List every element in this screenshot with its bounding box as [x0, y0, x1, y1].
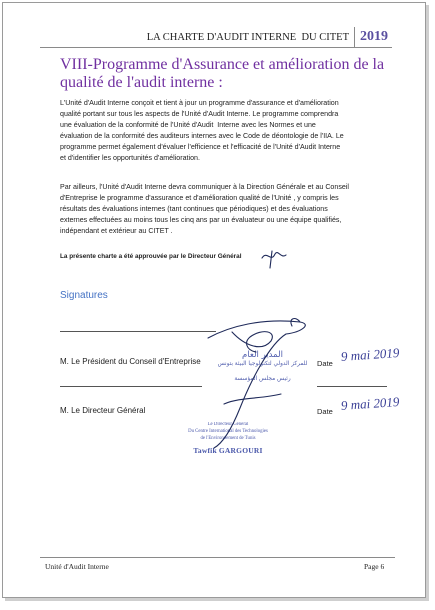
paragraph-line: et d'identifier les opportunités d'amélioration. — [60, 154, 200, 162]
paragraph-1 — [60, 98, 405, 164]
header-title: LA CHARTE D'AUDIT INTERNE DU CITET — [146, 31, 349, 43]
president-label: M. Le Président du Conseil d'Entreprise — [60, 357, 201, 366]
section-title-line: qualité de l'audit interne : — [60, 74, 223, 91]
page-header — [40, 27, 388, 47]
date-line-president — [317, 386, 387, 387]
footer-rule — [40, 557, 395, 558]
header-separator — [354, 27, 355, 47]
paragraph-line: externes effectuées au moins tous les cinq ans par un évaluateur ou une équipe qualifiés, — [60, 216, 342, 224]
paragraph-line: L'Unité d'Audit Interne conçoit et tient à jour un programme d'assurance et d'amélioration — [60, 99, 339, 107]
approval-statement: La présente charte a été approuvée par le Directeur Général — [60, 253, 242, 260]
director-handwritten-date: 9 mai 2019 — [340, 393, 400, 413]
stamp-line: de l'Environnement de Tunis — [200, 436, 256, 441]
footer-section-name: Unité d'Audit Interne — [45, 562, 109, 571]
stamp-name: Tawfik GARGOURI — [193, 446, 263, 455]
stamp-line: Du Centre International des Technologies — [188, 429, 268, 434]
stamp-line: Le Directeur Général — [207, 422, 249, 427]
paragraph-2 — [60, 182, 405, 237]
signature-line-president — [60, 331, 216, 332]
paragraph-line: qualité portant sur tous les aspects de l'Unité d'Audit Interne. Le programme comprendra — [60, 110, 339, 118]
director-label: M. Le Directeur Général — [60, 406, 146, 415]
section-title-line: VIII-Programme d'Assurance et amélioration de la — [60, 56, 385, 73]
paragraph-line: résultats des évaluations internes (tant continues que périodiques) et des évaluations — [60, 205, 328, 213]
president-handwritten-date: 9 mai 2019 — [340, 344, 400, 364]
paragraph-line: une évaluation de la conformité de l'Unité d'Audit Interne avec les Normes et une — [60, 121, 316, 129]
director-date-label: Date — [317, 407, 333, 416]
header-rule — [40, 47, 392, 48]
page-number: Page 6 — [364, 562, 385, 571]
signature-line-director — [60, 386, 202, 387]
paragraph-line: d'Entreprise le programme d'assurance et d'amélioration qualité de l'Unité , y compris les — [60, 194, 339, 202]
paragraph-line: programme permet également d'évaluer l'efficience et l'efficacité de l'Unité d'Audit Interne — [60, 143, 341, 151]
header-year: 2019 — [360, 29, 388, 44]
section-title — [60, 56, 400, 92]
stamp-arabic-line: المدير العام — [242, 350, 283, 360]
president-date-label: Date — [317, 359, 333, 368]
paragraph-line: évaluation de la conformité des auditeurs internes avec le Code de déontologie de l'IIA. Le — [60, 132, 344, 140]
paragraph-line: Par ailleurs, l'Unité d'Audit Interne devra communiquer à la Direction Générale et au Conseil — [60, 183, 349, 191]
official-stamp — [168, 421, 288, 455]
stamp-arabic-line: للمركز الدولي لتكنولوجيا البيئة بتونس — [217, 361, 308, 367]
stamp-arabic-line: رئيس مجلس المؤسسة — [234, 376, 291, 382]
signatures-heading: Signatures — [60, 290, 108, 301]
stamp-arabic — [205, 350, 320, 384]
paragraph-line: indépendant et extérieur au CITET . — [60, 227, 173, 235]
